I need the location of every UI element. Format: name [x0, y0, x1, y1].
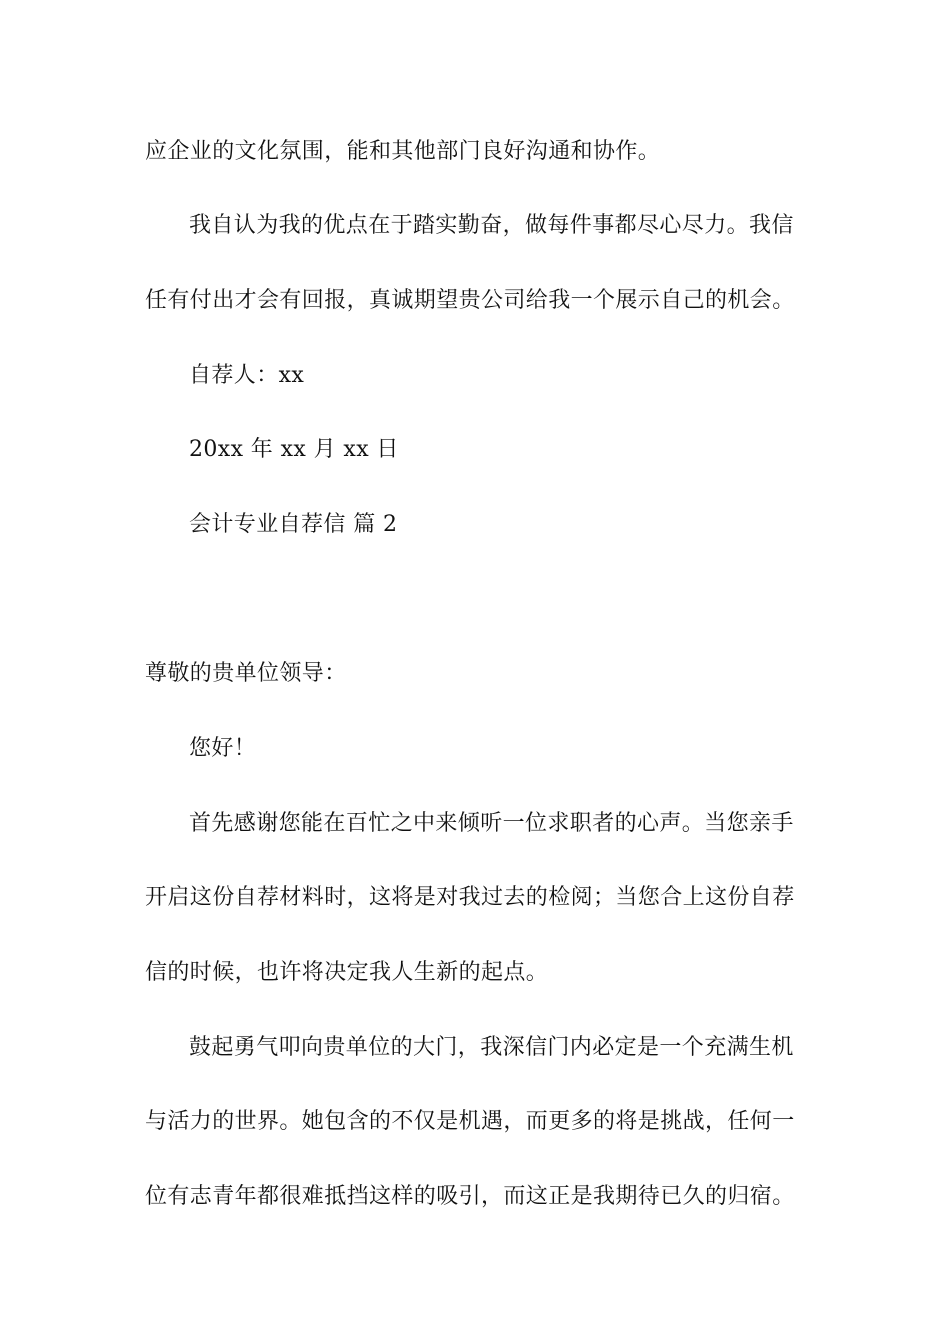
paragraph-line: 与活力的世界。她包含的不仅是机遇，而更多的将是挑战，任何一: [145, 1109, 795, 1134]
paragraph-line: 开启这份自荐材料时，这将是对我过去的检阅；当您合上这份自荐: [145, 885, 795, 910]
signature-line: 自荐人：xx: [189, 363, 305, 388]
date-line: 20xx 年 xx 月 xx 日: [189, 437, 399, 462]
paragraph-line: 信的时候，也许将决定我人生新的起点。: [145, 960, 549, 985]
paragraph-line: 任有付出才会有回报，真诚期望贵公司给我一个展示自己的机会。: [145, 288, 795, 313]
paragraph-line: 位有志青年都很难抵挡这样的吸引，而这正是我期待已久的归宿。: [145, 1184, 795, 1209]
paragraph-line: 应企业的文化氛围，能和其他部门良好沟通和协作。: [145, 139, 661, 164]
paragraph-line: 我自认为我的优点在于踏实勤奋，做每件事都尽心尽力。我信: [189, 213, 794, 238]
greeting: 您好！: [189, 736, 257, 761]
section-heading: 会计专业自荐信 篇 2: [189, 512, 398, 537]
paragraph-line: 首先感谢您能在百忙之中来倾听一位求职者的心声。当您亲手: [189, 811, 794, 836]
salutation: 尊敬的贵单位领导：: [145, 661, 347, 686]
paragraph-line: 鼓起勇气叩向贵单位的大门，我深信门内必定是一个充满生机: [189, 1035, 794, 1060]
